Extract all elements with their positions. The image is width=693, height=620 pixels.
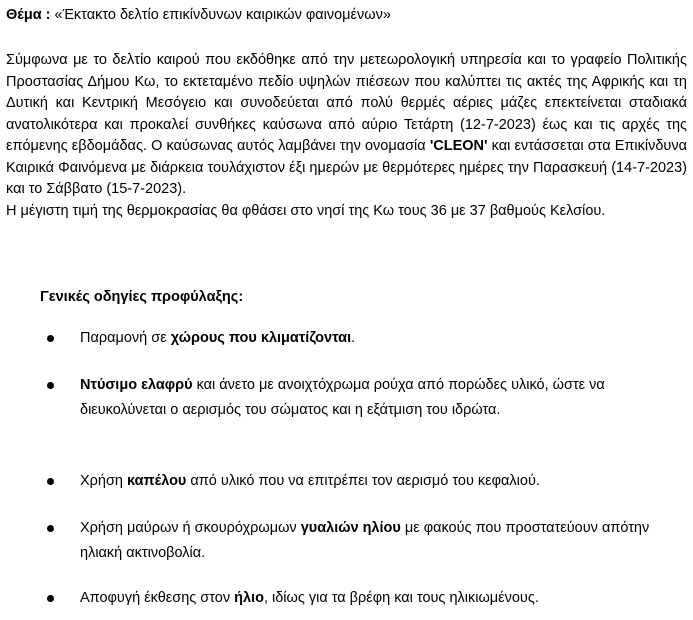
- item-text-pre: Χρήση μαύρων ή σκουρόχρωμων: [80, 520, 301, 536]
- item-text-bold: Ντύσιμο ελαφρύ: [80, 377, 193, 393]
- list-item: [80, 326, 650, 351]
- item-text-pre: Αποφυγή έκθεσης στον: [80, 590, 235, 606]
- item-text-bold: χώρους που κλιματίζονται: [170, 330, 352, 346]
- item-text-bold: γυαλιών ηλίου: [300, 520, 401, 536]
- item-text-post: από υλικό που να επιτρέπει τον αερισμό του κεφαλιού.: [186, 473, 540, 489]
- bullet-icon: [47, 382, 54, 389]
- item-text-post: με φακούς που προστατεύουν απότην ηλιακή ακτινοβολία.: [80, 520, 650, 561]
- list-item: [80, 586, 650, 611]
- list-item: [80, 516, 650, 566]
- paragraph-1-part-b: και εντάσσεται στα Επικίνδυνα Καιρικά Φαινόμενα με διάρκεια τουλάχιστον έξι ημερών με θερμότερες ημέρες την Παρασκευή (14-7-2023) και το Σάββατο (15-7-2023).: [6, 138, 687, 197]
- bullet-icon: [47, 478, 54, 485]
- subject-label: Θέμα :: [6, 7, 51, 23]
- body-paragraph-2: Η μέγιστη τιμή της θερμοκρασίας θα φθάσει στο νησί της Κω τους 36 με 37 βαθμούς Κελσίου.: [6, 202, 606, 219]
- item-text-post: , ιδίως για τα βρέφη και τους ηλικιωμένους.: [263, 590, 539, 606]
- paragraph-1-part-a: Σύμφωνα με το δελτίο καιρού που εκδόθηκε από την μετεωρολογική υπηρεσία και το γραφείο Πολιτικής Προστασίας Δήμου Κω, το εκτεταμένο πεδίο υψηλών πιέσεων που καλύπτει τις ακτές της Αφρικής και τη Δυτική και Κεντρική Μεσόγειο και συνοδεύεται από πολύ θερμές αέριες μάζες επεκτείνεται σταδιακά ανατολικότερα και προκαλεί συνθήκες καύσωνα από αύριο Τετάρτη (12-7-2023) έως και τις αρχές της επόμενης εβδομάδας. Ο καύσωνας αυτός λαμβάνει την ονομασία: [6, 52, 687, 154]
- bullet-icon: [47, 335, 54, 342]
- bullet-icon: [47, 525, 54, 532]
- item-text-pre: Παραμονή σε: [80, 330, 171, 346]
- item-text-post: .: [351, 330, 356, 346]
- list-item: [80, 469, 650, 494]
- item-text-bold: καπέλου: [127, 473, 187, 489]
- guidelines-heading: Γενικές οδηγίες προφύλαξης:: [40, 289, 244, 305]
- item-text-pre: Χρήση: [80, 473, 128, 489]
- item-text-bold: ήλιο: [234, 590, 264, 606]
- subject-text: «Έκτακτο δελτίο επικίνδυνων καιρικών φαινομένων»: [54, 7, 391, 23]
- bullet-icon: [47, 595, 54, 602]
- list-item: [80, 373, 650, 423]
- item-text-post: και άνετο με ανοιχτόχρωμα ρούχα από πορώδες υλικό, ώστε να διευκολύνεται ο αερισμός του σώματος και η εξάτμιση του ιδρώτα.: [80, 377, 605, 418]
- heatwave-name: 'CLEON': [429, 138, 488, 154]
